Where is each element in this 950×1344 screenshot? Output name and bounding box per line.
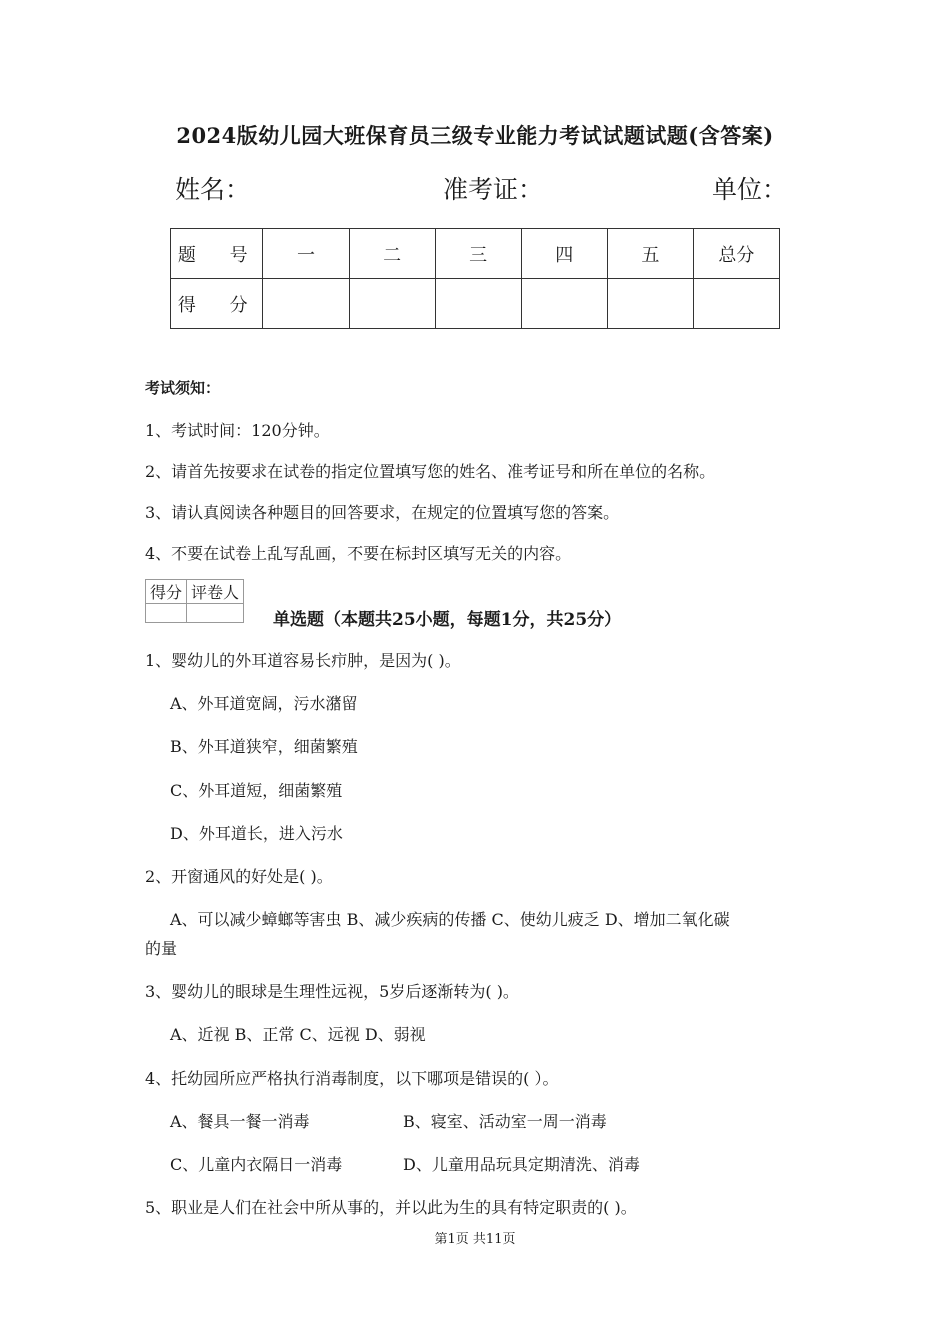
- notice-item: 4、不要在试卷上乱写乱画，不要在标封区填写无关的内容。: [145, 544, 572, 563]
- score-input-cell[interactable]: [435, 279, 521, 329]
- question-1-option-c: C、外耳道短，细菌繁殖: [170, 781, 343, 800]
- question-1-option-b: B、外耳道狭窄，细菌繁殖: [170, 737, 358, 756]
- question-4-stem: 4、托幼园所应严格执行消毒制度，以下哪项是错误的( ）。: [145, 1069, 559, 1088]
- score-input-cell[interactable]: [521, 279, 607, 329]
- score-input-cell[interactable]: [349, 279, 435, 329]
- notice-heading: 考试须知：: [145, 379, 221, 397]
- grader-name-label: 评卷人: [187, 580, 244, 604]
- question-1-option-d: D、外耳道长，进入污水: [170, 824, 343, 843]
- unit-label: 单位：: [712, 175, 788, 204]
- question-3-stem: 3、婴幼儿的眼球是生理性远视，5岁后逐渐转为( )。: [145, 982, 519, 1001]
- question-1-option-a: A、外耳道宽阔，污水潴留: [170, 694, 358, 713]
- name-label: 姓名：: [175, 175, 251, 204]
- section-title: 单选题（本题共25小题，每题1分，共25分）: [273, 610, 622, 630]
- score-table-cell: 题 号: [171, 229, 263, 279]
- question-4-option-b: B、寝室、活动室一周一消毒: [403, 1112, 607, 1131]
- question-2-options: A、可以减少蟑螂等害虫 B、减少疾病的传播 C、使幼儿疲乏 D、增加二氧化碳: [170, 910, 730, 929]
- question-2-options-continued: 的量: [145, 939, 178, 958]
- score-table-header-row: [171, 229, 780, 279]
- grader-score-label: 得分: [146, 580, 187, 604]
- question-1-stem: 1、婴幼儿的外耳道容易长疖肿，是因为( )。: [145, 651, 461, 670]
- notice-item: 3、请认真阅读各种题目的回答要求，在规定的位置填写您的答案。: [145, 503, 620, 522]
- question-4-option-d: D、儿童用品玩具定期清洗、消毒: [403, 1155, 640, 1174]
- grader-name-cell[interactable]: [187, 604, 244, 623]
- notice-item: 2、请首先按要求在试卷的指定位置填写您的姓名、准考证号和所在单位的名称。: [145, 462, 716, 481]
- score-input-cell[interactable]: [263, 279, 349, 329]
- page-footer: 第1页 共11页: [434, 1232, 516, 1247]
- score-input-cell[interactable]: [607, 279, 693, 329]
- question-3-options: A、近视 B、正常 C、远视 D、弱视: [170, 1025, 426, 1044]
- score-table-cell: 五: [607, 229, 693, 279]
- exam-id-label: 准考证：: [443, 175, 544, 204]
- notice-item: 1、考试时间：120分钟。: [145, 421, 330, 440]
- grader-score-cell[interactable]: [146, 604, 187, 623]
- score-input-cell[interactable]: [693, 279, 779, 329]
- score-table: [170, 228, 780, 329]
- score-table-cell: 一: [263, 229, 349, 279]
- score-table-cell: 三: [435, 229, 521, 279]
- question-2-stem: 2、开窗通风的好处是( )。: [145, 867, 333, 886]
- score-table-cell: 二: [349, 229, 435, 279]
- question-4-option-a: A、餐具一餐一消毒: [170, 1112, 310, 1131]
- grader-box: [145, 579, 244, 623]
- score-table-cell: 四: [521, 229, 607, 279]
- score-table-score-row: [171, 279, 780, 329]
- score-table-cell: 总分: [693, 229, 779, 279]
- exam-title: 2024版幼儿园大班保育员三级专业能力考试试题试题(含答案): [176, 123, 774, 148]
- question-5-stem: 5、职业是人们在社会中所从事的，并以此为生的具有特定职责的( )。: [145, 1198, 637, 1217]
- score-table-cell: 得 分: [171, 279, 263, 329]
- question-4-option-c: C、儿童内衣隔日一消毒: [170, 1155, 343, 1174]
